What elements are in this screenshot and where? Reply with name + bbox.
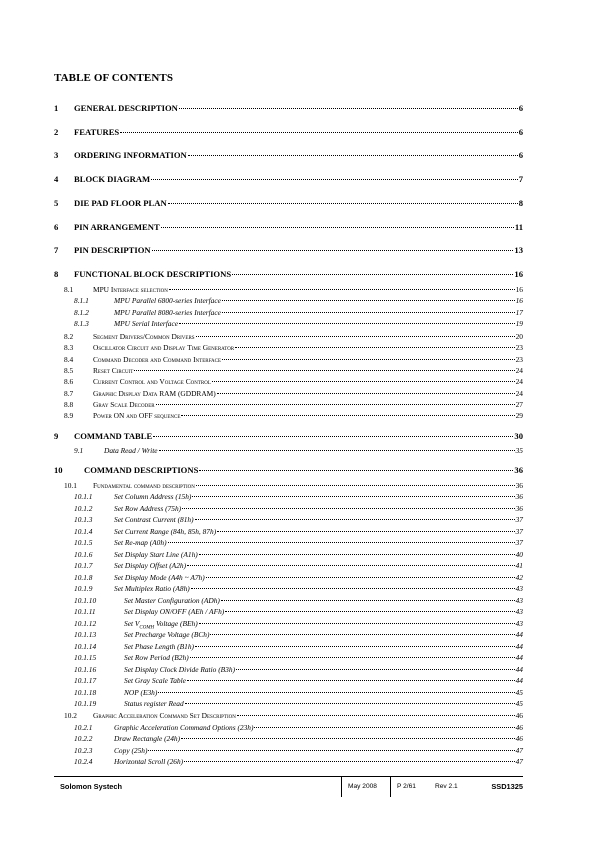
dot-leader — [188, 155, 518, 156]
toc-entry-page: 16 — [514, 269, 523, 279]
toc-entry-page: 36 — [514, 465, 523, 475]
toc-entry[interactable] — [74, 515, 523, 524]
toc-entry-number: 10.2.3 — [74, 746, 93, 755]
toc-entry-title: Command Decoder and Command Interface — [93, 355, 222, 364]
toc-entry-number: 10.1.18 — [74, 688, 97, 697]
toc-entry[interactable] — [74, 607, 523, 616]
toc-entry-number: 5 — [54, 198, 59, 208]
dot-leader — [196, 336, 515, 337]
toc-entry-number: 10.1.7 — [74, 561, 93, 570]
toc-entry-number: 10.2.2 — [74, 734, 93, 743]
toc-entry-title: Reset Circuit — [93, 366, 134, 375]
footer-rev: Rev 2.1 — [435, 783, 458, 790]
toc-entry-title: NOP (E3h) — [124, 688, 158, 697]
toc-entry[interactable] — [74, 757, 523, 766]
toc-entry-page: 7 — [518, 174, 523, 184]
toc-entry-number: 10.1.17 — [74, 676, 97, 685]
toc-entry-title: Power ON and OFF sequence — [93, 411, 181, 420]
toc-entry-number: 10.1.13 — [74, 630, 97, 639]
toc-entry-number: 10.1.19 — [74, 699, 97, 708]
dot-leader — [181, 738, 515, 739]
dot-leader — [182, 508, 514, 509]
toc-entry-page: 44 — [515, 642, 523, 651]
dot-leader — [156, 404, 515, 405]
toc-entry-number: 8.2 — [64, 332, 74, 341]
toc-entry-number: 10.1.5 — [74, 538, 93, 547]
dot-leader — [221, 600, 515, 601]
toc-entry-number: 8.5 — [64, 366, 74, 375]
toc-entry[interactable] — [54, 150, 523, 160]
toc-entry[interactable] — [74, 596, 523, 605]
toc-entry-number: 8.9 — [64, 411, 74, 420]
toc-entry-title: ORDERING INFORMATION — [74, 150, 187, 160]
toc-entry-title: PIN ARRANGEMENT — [74, 222, 160, 232]
toc-entry[interactable] — [74, 296, 523, 305]
page-title: TABLE OF CONTENTS — [54, 72, 174, 84]
dot-leader — [191, 588, 515, 589]
toc-entry[interactable] — [74, 630, 523, 639]
toc-entry-number: 10.1.1 — [74, 492, 93, 501]
dot-leader — [134, 370, 514, 371]
footer-date: May 2008 — [341, 777, 383, 797]
toc-entry-number: 8.1.3 — [74, 319, 89, 328]
toc-entry-number: 8.6 — [64, 377, 74, 386]
toc-entry-page: 17 — [515, 308, 523, 317]
toc-entry-page: 46 — [515, 723, 523, 732]
toc-entry[interactable] — [54, 103, 523, 113]
dot-leader — [212, 381, 515, 382]
toc-entry-title: Set Row Period (B2h) — [124, 653, 189, 662]
dot-leader — [179, 323, 515, 324]
toc-entry[interactable] — [74, 723, 523, 732]
toc-entry[interactable] — [74, 619, 523, 630]
toc-entry-number: 7 — [54, 245, 59, 255]
toc-entry-title: Draw Rectangle (24h) — [114, 734, 181, 743]
dot-leader — [217, 393, 515, 394]
toc-entry-page: 47 — [515, 746, 523, 755]
toc-entry-page: 29 — [515, 411, 523, 420]
toc-entry-title: MPU Parallel 8080-series Interface — [114, 308, 221, 317]
toc-entry-number: 10 — [54, 465, 63, 475]
dot-leader — [195, 519, 515, 520]
toc-entry[interactable] — [74, 688, 523, 697]
dot-leader — [168, 203, 518, 204]
toc-entry-page: 44 — [515, 630, 523, 639]
toc-entry-number: 10.1.2 — [74, 504, 93, 513]
dot-leader — [151, 179, 518, 180]
dot-leader — [199, 623, 515, 624]
toc-entry-page: 37 — [515, 527, 523, 536]
dot-leader — [236, 669, 515, 670]
toc-entry-page: 16 — [515, 296, 523, 305]
toc-entry[interactable] — [54, 465, 523, 475]
toc-entry-number: 8.1.2 — [74, 308, 89, 317]
toc-entry-number: 4 — [54, 174, 59, 184]
dot-leader — [195, 646, 515, 647]
dot-leader — [158, 692, 514, 693]
toc-entry-page: 6 — [518, 150, 523, 160]
toc-entry-page: 24 — [515, 366, 523, 375]
toc-entry-number: 9 — [54, 431, 59, 441]
toc-entry-title: COMMAND DESCRIPTIONS — [84, 465, 199, 475]
toc-entry[interactable] — [64, 285, 523, 294]
toc-entry-page: 23 — [515, 355, 523, 364]
toc-entry-number: 1 — [54, 103, 59, 113]
toc-entry[interactable] — [54, 269, 523, 279]
toc-entry[interactable] — [74, 308, 523, 317]
toc-entry-title: FUNCTIONAL BLOCK DESCRIPTIONS — [74, 269, 232, 279]
toc-entry-title: Graphic Acceleration Command Set Description — [93, 711, 236, 720]
toc-entry-page: 30 — [514, 431, 523, 441]
dot-leader — [254, 727, 514, 728]
toc-entry[interactable] — [74, 584, 523, 593]
dot-leader — [169, 289, 515, 290]
toc-entry-page: 45 — [515, 699, 523, 708]
toc-entry-page: 36 — [515, 492, 523, 501]
toc-entry-title: Set $V_{COMH}$ Voltage (BEh) — [124, 619, 198, 631]
toc-entry-title: Set Display Mode (A4h ~ A7h) — [114, 573, 205, 582]
toc-entry-title: Set Precharge Voltage (BCh) — [124, 630, 210, 639]
toc-entry-title: Horizontal Scroll (26h) — [114, 757, 184, 766]
toc-entry[interactable] — [74, 446, 523, 455]
dot-leader — [190, 657, 515, 658]
toc-entry-page: 43 — [515, 619, 523, 628]
toc-entry[interactable] — [64, 332, 523, 341]
dot-leader — [152, 250, 514, 251]
toc-entry-page: 36 — [515, 481, 523, 490]
toc-entry-page: 6 — [518, 103, 523, 113]
toc-entry-number: 10.1 — [64, 481, 77, 490]
toc-entry[interactable] — [74, 746, 523, 755]
toc-entry-page: 46 — [515, 711, 523, 720]
dot-leader — [235, 347, 514, 348]
dot-leader — [222, 359, 515, 360]
toc-entry-title: PIN DESCRIPTION — [74, 245, 151, 255]
dot-leader — [196, 485, 515, 486]
toc-entry[interactable] — [54, 222, 523, 232]
toc-entry-number: 10.1.4 — [74, 527, 93, 536]
toc-entry[interactable] — [74, 665, 523, 674]
dot-leader — [187, 680, 515, 681]
toc-entry-title: Set Display Clock Divide Ratio (B3h) — [124, 665, 236, 674]
toc-entry-number: 8.1.1 — [74, 296, 89, 305]
toc-entry-title: Set Master Configuration (ADh) — [124, 596, 220, 605]
toc-entry[interactable] — [64, 355, 523, 364]
dot-leader — [225, 611, 514, 612]
toc-entry-page: 11 — [514, 222, 523, 232]
toc-entry-title: Set Current Range (84h, 85h, 87h) — [114, 527, 217, 536]
toc-entry[interactable] — [64, 366, 523, 375]
toc-entry-number: 10.1.8 — [74, 573, 93, 582]
toc-entry-title: Data Read / Write — [104, 446, 158, 455]
toc-entry-number: 10.1.14 — [74, 642, 97, 651]
toc-entry-number: 10.1.11 — [74, 607, 96, 616]
toc-entry-page: 45 — [515, 688, 523, 697]
toc-entry-number: 10.1.9 — [74, 584, 93, 593]
toc-entry-title: MPU Interface selection — [93, 285, 168, 294]
toc-entry-page: 16 — [515, 285, 523, 294]
toc-entry-page: 37 — [515, 515, 523, 524]
dot-leader — [206, 577, 515, 578]
toc-entry[interactable] — [64, 711, 523, 720]
toc-entry-page: 6 — [518, 127, 523, 137]
dot-leader — [222, 312, 515, 313]
toc-entry-title: Set Gray Scale Table — [124, 676, 186, 685]
toc-entry-title: FEATURES — [74, 127, 120, 137]
toc-entry-number: 8.7 — [64, 389, 74, 398]
toc-entry-title: Oscillator Circuit and Display Time Generator — [93, 343, 235, 352]
page-footer — [54, 776, 523, 799]
toc-entry[interactable] — [64, 389, 523, 398]
toc-entry-number: 8.3 — [64, 343, 74, 352]
toc-entry[interactable] — [64, 411, 523, 420]
toc-entry-page: 42 — [515, 573, 523, 582]
dot-leader — [199, 470, 513, 471]
toc-entry-number: 3 — [54, 150, 59, 160]
toc-entry-title: Segment Drivers/Common Drivers — [93, 332, 195, 341]
toc-entry-title: MPU Serial Interface — [114, 319, 179, 328]
toc-entry[interactable] — [64, 343, 523, 352]
toc-entry-number: 10.1.3 — [74, 515, 93, 524]
toc-entry-page: 37 — [515, 538, 523, 547]
dot-leader — [153, 436, 513, 437]
dot-leader — [181, 415, 514, 416]
dot-leader — [199, 554, 515, 555]
toc-entry-number: 10.2.4 — [74, 757, 93, 766]
dot-leader — [184, 761, 514, 762]
dot-leader — [161, 227, 514, 228]
toc-entry[interactable] — [64, 377, 523, 386]
toc-entry-page: 23 — [515, 343, 523, 352]
dot-leader — [185, 703, 515, 704]
toc-entry-title: Copy (25h) — [114, 746, 148, 755]
toc-entry[interactable] — [74, 653, 523, 662]
toc-entry-number: 8.1 — [64, 285, 74, 294]
toc-entry-title: Fundamental command description — [93, 481, 195, 490]
toc-entry-page: 47 — [515, 757, 523, 766]
toc-entry[interactable] — [74, 527, 523, 536]
toc-entry-page: 43 — [515, 607, 523, 616]
dot-leader — [237, 715, 515, 716]
toc-entry-number: 6 — [54, 222, 59, 232]
toc-entry[interactable] — [74, 492, 523, 501]
toc-entry-title: Graphic Display Data RAM (GDDRAM) — [93, 389, 216, 398]
toc-entry-page: 41 — [515, 561, 523, 570]
footer-company: Solomon Systech — [60, 782, 123, 791]
toc-entry[interactable] — [74, 699, 523, 708]
toc-entry-page: 44 — [515, 676, 523, 685]
toc-entry-number: 9.1 — [74, 446, 84, 455]
toc-entry-title: BLOCK DIAGRAM — [74, 174, 151, 184]
toc-entry[interactable] — [74, 504, 523, 513]
toc-entry-page: 24 — [515, 389, 523, 398]
toc-entry[interactable] — [54, 245, 523, 255]
toc-entry-title: Set Phase Length (B1h) — [124, 642, 194, 651]
toc-entry-number: 8 — [54, 269, 59, 279]
toc-entry-number: 10.1.10 — [74, 596, 97, 605]
dot-leader — [187, 565, 515, 566]
dot-leader — [222, 300, 515, 301]
dot-leader — [159, 450, 515, 451]
footer-page: P 2/61 — [390, 777, 422, 797]
toc-entry-number: 10.2 — [64, 711, 77, 720]
toc-entry[interactable] — [54, 174, 523, 184]
toc-entry[interactable] — [74, 550, 523, 559]
toc-entry-page: 43 — [515, 584, 523, 593]
toc-entry-title: MPU Parallel 6800-series Interface — [114, 296, 221, 305]
toc-entry[interactable] — [64, 481, 523, 490]
toc-entry[interactable] — [64, 400, 523, 409]
toc-entry-title: Set Row Address (75h) — [114, 504, 182, 513]
toc-entry[interactable] — [74, 319, 523, 328]
toc-entry-page: 43 — [515, 596, 523, 605]
toc-entry-page: 44 — [515, 665, 523, 674]
toc-entry-page: 40 — [515, 550, 523, 559]
dot-leader — [168, 542, 515, 543]
toc-entry-page: 27 — [515, 400, 523, 409]
toc-entry-title: DIE PAD FLOOR PLAN — [74, 198, 167, 208]
toc-entry-number: 10.1.6 — [74, 550, 93, 559]
dot-leader — [217, 531, 514, 532]
toc-entry-page: 19 — [515, 319, 523, 328]
toc-entry[interactable] — [74, 642, 523, 651]
toc-entry-page: 35 — [515, 446, 523, 455]
toc-entry-number: 8.4 — [64, 355, 74, 364]
toc-entry-number: 10.1.12 — [74, 619, 97, 628]
toc-entry-title: Set Column Address (15h) — [114, 492, 192, 501]
toc-entry-page: 24 — [515, 377, 523, 386]
toc-entry[interactable] — [54, 198, 523, 208]
toc-entry-number: 8.8 — [64, 400, 74, 409]
toc-entry[interactable] — [74, 573, 523, 582]
toc-entry-title: Set Display ON/OFF (AEh / AFh) — [124, 607, 225, 616]
toc-entry-number: 10.1.16 — [74, 665, 97, 674]
toc-entry-title: Set Display Offset (A2h) — [114, 561, 187, 570]
toc-entry-number: 10.2.1 — [74, 723, 93, 732]
toc-entry[interactable] — [74, 676, 523, 685]
toc-entry-title: COMMAND TABLE — [74, 431, 153, 441]
toc-entry[interactable] — [74, 538, 523, 547]
footer-doc-id: SSD1325 — [491, 782, 523, 791]
toc-entry-page: 46 — [515, 734, 523, 743]
toc-entry[interactable] — [54, 431, 523, 441]
dot-leader — [148, 750, 514, 751]
dot-leader — [210, 634, 514, 635]
dot-leader — [232, 274, 513, 275]
toc-entry-page: 20 — [515, 332, 523, 341]
toc-entry-title: GENERAL DESCRIPTION — [74, 103, 178, 113]
dot-leader — [120, 132, 517, 133]
toc-entry-title: Current Control and Voltage Control — [93, 377, 211, 386]
dot-leader — [192, 496, 514, 497]
toc-entry[interactable] — [74, 561, 523, 570]
toc-entry[interactable] — [74, 734, 523, 743]
toc-entry-page: 8 — [518, 198, 523, 208]
toc-entry-title: Set Multiplex Ratio (A8h) — [114, 584, 190, 593]
toc-entry-number: 2 — [54, 127, 59, 137]
toc-entry[interactable] — [54, 127, 523, 137]
toc-entry-title: Status register Read — [124, 699, 184, 708]
toc-entry-number: 10.1.15 — [74, 653, 97, 662]
toc-entry-title: Set Contrast Current (81h) — [114, 515, 194, 524]
toc-entry-title: Gray Scale Decoder — [93, 400, 155, 409]
toc-entry-page: 36 — [515, 504, 523, 513]
toc-entry-page: 44 — [515, 653, 523, 662]
dot-leader — [179, 108, 518, 109]
toc-entry-title: Graphic Acceleration Command Options (23h) — [114, 723, 254, 732]
toc-entry-title: Set Re-map (A0h) — [114, 538, 167, 547]
toc-entry-title: Set Display Start Line (A1h) — [114, 550, 198, 559]
toc-entry-page: 13 — [514, 245, 523, 255]
